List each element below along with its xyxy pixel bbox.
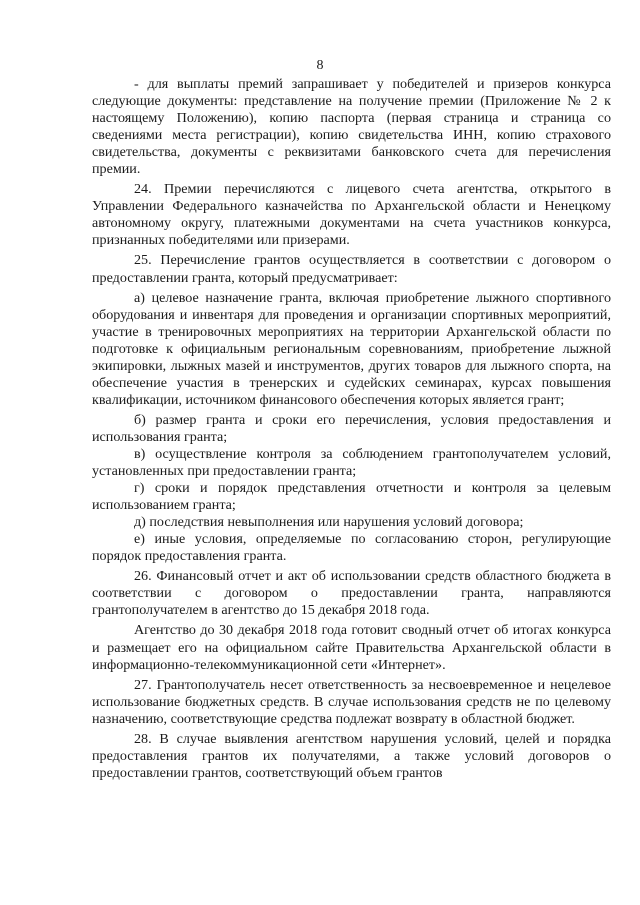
document-body: [92, 76, 611, 782]
list-item-v-control: в) осуществление контроля за соблюдением грантополучателем условий, установленных при предоставлении гранта;: [92, 445, 611, 480]
paragraph-28-violations: 28. В случае выявления агентством нарушения условий, целей и порядка предоставления грантов их получателями, а также условий договоров о предоставлении грантов, соответствующий объем грантов: [92, 730, 611, 781]
list-item-d-consequences: д) последствия невыполнения или нарушения условий договора;: [134, 514, 524, 531]
paragraph-27-responsibility: 27. Грантополучатель несет ответственность за несвоевременное и нецелевое использование бюджетных средств. В случае использования средств не по целевому назначению, соответствующие средства подлежат возврату в областной бюджет.: [92, 676, 611, 727]
paragraph-25-grant-transfer: 25. Перечисление грантов осуществляется в соответствии с договором о предоставлении гранта, который предусматривает:: [92, 252, 611, 286]
list-item-g-reporting: г) сроки и порядок представления отчетности и контроля за целевым использованием гранта;: [92, 480, 611, 514]
paragraph-26-financial-report: 26. Финансовый отчет и акт об использовании средств областного бюджета в соответствии с договором о предоставлении гранта, направляются грантополучателем в агентство до 15 декабря 2018 года.: [92, 568, 611, 619]
list-item-a-purpose: а) целевое назначение гранта, включая приобретение лыжного спортивного оборудования и инвентаря для проведения и организации спортивных мероприятий, участие в тренировочных мероприятиях на территории Архангельской области по подготовке к официальным региональным соревнованиям, приобретение лыжной экипировки, лыжных мазей и инструментов, других товаров для лыжного спорта, на обеспечение участия в тренерских и судейских семинарах, курсах повышения квалификации, источником финансового обеспечения которых является грант;: [92, 289, 611, 408]
list-item-e-other-terms: е) иные условия, определяемые по согласованию сторон, регулирующие порядок предоставления гранта.: [92, 531, 611, 565]
paragraph-summary-report: Агентство до 30 декабря 2018 года готовит сводный отчет об итогах конкурса и размещает его на официальном сайте Правительства Архангельской области в информационно-телекоммуникационной сети «Интернет».: [92, 622, 611, 673]
paragraph-prize-documents: - для выплаты премий запрашивает у победителей и призеров конкурса следующие документы: представление на получение премии (Приложение № 2 к настоящему Положению), копию паспорта (первая страница и страница со сведениями места регистрации), копию свидетельства ИНН, копию страхового свидетельства, документы с реквизитами банковского счета для перечисления премии.: [92, 76, 611, 178]
list-item-b-amount: б) размер гранта и сроки его перечисления, условия предоставления и использования гранта;: [92, 411, 611, 445]
paragraph-24-prize-transfer: 24. Премии перечисляются с лицевого счета агентства, открытого в Управлении Федерального казначейства по Архангельской области и Ненецкому автономному округу, платежными документами на счета участников конкурса, признанных победителями или призерами.: [92, 181, 611, 249]
page-number: 8: [316, 58, 324, 73]
